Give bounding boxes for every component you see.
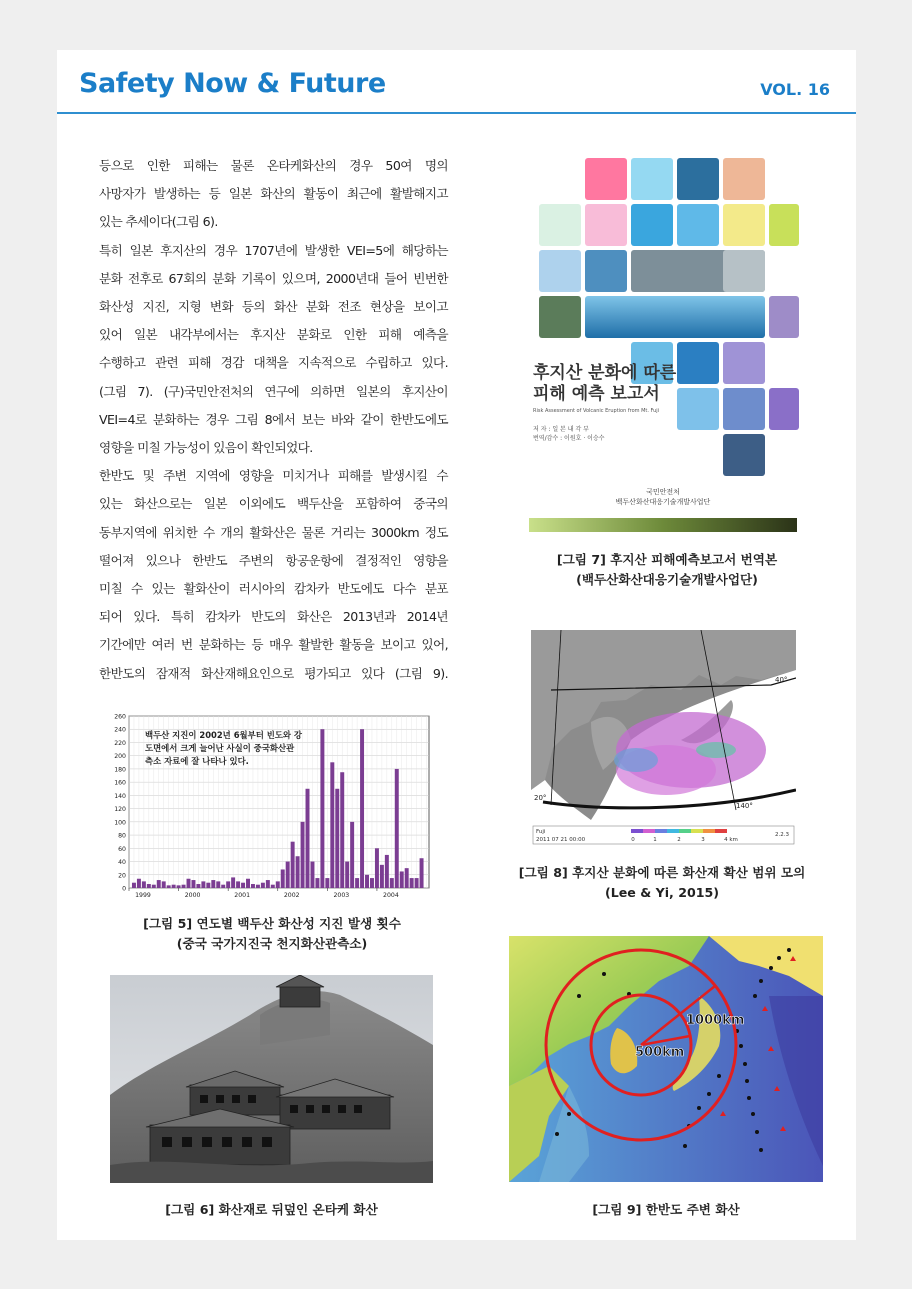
volcano-distribution-map (509, 936, 823, 1182)
y-tick-label: 120 (114, 806, 126, 814)
body-line: 기간에만 여러 번 분화하는 등 매우 활발한 활동을 보이고 있어, (99, 637, 448, 653)
legend-name: Fuji (536, 829, 546, 835)
book-cover-art (527, 154, 799, 538)
chart-bar (271, 885, 275, 888)
chart-bar (330, 762, 334, 888)
body-line: 되어 있다. 특히 캄차카 반도의 화산은 2013년과 2014년 (99, 609, 448, 625)
chart-bar (266, 880, 270, 888)
fig7-caption: [그림 7] 후지산 피해예측보고서 번역본 (백두산화산대응기술개발사업단) (556, 552, 778, 587)
cover-author: 저 자 : 일 본 내 각 부 (533, 426, 589, 433)
y-tick-label: 200 (114, 753, 126, 761)
chart-bar (142, 881, 146, 888)
body-line: 있어 일본 내각부에서는 후지산 분화로 인한 피해 예측을 (99, 327, 448, 343)
chart-bar (132, 883, 136, 888)
body-line: 미칠 수 있는 활화산이 러시아의 캄차카 반도에도 다수 분포 (99, 581, 448, 597)
chart-bar (375, 848, 379, 888)
chart-bar (276, 881, 280, 888)
chart-bar (405, 868, 409, 888)
x-tick-label: 1999 (135, 892, 151, 899)
chart-bar (147, 884, 151, 888)
body-line: 동부지역에 위치한 수 개의 활화산은 물론 거리는 3000km 정도 (99, 524, 448, 540)
legend-tick: 3 (701, 837, 705, 843)
chart-bar (315, 878, 319, 888)
y-tick-label: 80 (118, 832, 126, 840)
chart-bar (137, 879, 141, 888)
chart-bar (261, 883, 265, 888)
chart-bar (201, 881, 205, 888)
label-1000km: 1000km (686, 1013, 745, 1028)
cover-translator: 번역/감수 : 이원호 · 이승수 (533, 435, 605, 442)
chart-annotation-line2: 도면에서 크게 늘어난 사실이 중국화산관 (145, 743, 295, 753)
label-20: 20° (534, 794, 547, 802)
label-40: 40° (775, 676, 788, 684)
y-tick-label: 20 (118, 872, 126, 880)
body-line: 영향을 미칠 가능성이 있음이 확인되었다. (99, 440, 313, 456)
y-tick-label: 0 (122, 885, 126, 893)
chart-bar (385, 855, 389, 888)
y-tick-label: 220 (114, 739, 126, 747)
legend-tick: 1 (653, 837, 657, 843)
chart-bar (172, 885, 176, 888)
chart-bar (246, 879, 250, 888)
chart-bar (152, 885, 156, 888)
chart-grid (129, 716, 429, 888)
y-tick-label: 40 (118, 859, 126, 867)
body-line: 특히 일본 후지산의 경우 1707년에 발생한 VEI=5에 해당하는 (99, 242, 448, 258)
y-tick-label: 60 (118, 845, 126, 853)
chart-bar (310, 862, 314, 888)
chart-bar (380, 865, 384, 888)
chart-bar (231, 877, 235, 888)
y-tick-label: 140 (114, 792, 126, 800)
chart-bar (400, 871, 404, 888)
fig7-book-cover (527, 154, 799, 538)
fig9-caption: [그림 9] 한반도 주변 화산 (592, 1202, 740, 1217)
chart-bar (306, 789, 310, 888)
body-line: 한반도의 잠재적 화산재해요인으로 평가되고 있다 (그림 9). (99, 665, 448, 681)
body-line: 있는 추세이다(그림 6). (99, 214, 218, 230)
body-line: 떨어져 있으나 한반도 주변의 항공운항에 결정적인 영향을 (99, 552, 448, 568)
chart-bar (291, 842, 295, 888)
fig8-ash-map (531, 630, 796, 846)
fig6-caption: [그림 6] 화산재로 뒤덮인 온타케 화산 (165, 1202, 378, 1217)
x-tick-label: 2003 (333, 892, 350, 899)
fig5-chart (107, 710, 439, 906)
chart-bar (320, 729, 324, 888)
chart-bar (236, 881, 240, 888)
chart-bar (251, 884, 255, 888)
chart-bar (325, 878, 329, 888)
chart-bar (296, 856, 300, 888)
chart-bar (410, 878, 414, 888)
body-line: 한반도 및 주변 지역에 영향을 미치거나 피해를 발생시킬 수 (99, 468, 448, 484)
chart-bar (157, 880, 161, 888)
x-tick-label: 2002 (283, 892, 300, 899)
chart-bar (390, 878, 394, 888)
chart-bar (206, 883, 210, 888)
body-line: VEI=4로 분화하는 경우 그림 8에서 보는 바와 같이 한반도에도 (99, 411, 448, 427)
page (57, 50, 856, 1240)
header-rule (57, 112, 856, 114)
cover-title-line1: 후지산 분화에 따른 (533, 363, 677, 383)
fig6-ontake-photo (110, 975, 433, 1183)
chart-bar (365, 875, 369, 888)
chart-bar (345, 862, 349, 888)
y-tick-label: 160 (114, 779, 126, 787)
plot-area (129, 716, 429, 888)
chart-y-ticks (114, 714, 126, 893)
legend-time: 2011 07 21 00:00 (536, 837, 586, 843)
chart-bar (226, 881, 230, 888)
body-line: 화산성 지진, 지형 변화 등의 화산 분화 전조 현상을 보이고 (99, 299, 448, 315)
body-line: 등으로 인한 피해는 물론 온타케화산의 경우 50여 명의 (99, 158, 448, 173)
cover-publisher-line1: 국민안전처 (646, 488, 680, 496)
y-tick-label: 260 (114, 713, 126, 721)
body-line: 분화 전후로 67회의 분화 기록이 있으며, 2000년대 들어 빈번한 (99, 270, 448, 286)
ash-dispersion-map (531, 630, 796, 846)
y-tick-label: 180 (114, 766, 126, 774)
fig8-caption: [그림 8] 후지산 분화에 따른 화산재 확산 범위 모의 (Lee & Yi, 2015) (518, 865, 806, 900)
legend-tick: 4 km (724, 837, 738, 843)
body-line: (그림 7). (구)국민안전처의 연구에 의하면 일본의 후지산이 (99, 383, 448, 399)
chart-bar (196, 884, 200, 888)
label-500km: 500km (635, 1045, 685, 1060)
chart-bar (355, 878, 359, 888)
chart-bar (360, 729, 364, 888)
chart-bar (211, 880, 215, 888)
body-line: 있는 화산으로는 일본 이외에도 백두산을 포함하여 중국의 (99, 496, 448, 512)
chart-bar (191, 880, 195, 888)
fig9-volcano-map (509, 936, 823, 1182)
body-line: 사망자가 발생하는 등 일본 화산의 활동이 최근에 활발해지고 (99, 186, 448, 202)
cover-publisher-line2: 백두산화산대응기술개발사업단 (615, 498, 711, 506)
body-line: 수행하고 관련 피해 경감 대책을 지속적으로 수립하고 있다. (99, 355, 448, 371)
chart-bar (256, 885, 260, 888)
x-tick-label: 2001 (234, 892, 251, 899)
chart-annotation-line1: 백두산 지진이 2002년 6월부터 빈도와 강 (145, 730, 302, 740)
y-tick-label: 100 (114, 819, 126, 827)
body-text (99, 152, 448, 688)
chart-bar (167, 885, 171, 888)
legend-tick: 0 (631, 837, 635, 843)
chart-bar (340, 772, 344, 888)
chart-x-ticks (129, 888, 399, 899)
volume-label: VOL. 16 (760, 80, 830, 99)
legend-version: 2.2.3 (775, 832, 789, 838)
fig5-caption: [그림 5] 연도별 백두산 화산성 지진 발생 횟수 (중국 국가지진국 천지화산관측소) (143, 916, 401, 951)
cover-title-line2: 피해 예측 보고서 (533, 384, 660, 404)
chart-bar (187, 879, 191, 888)
chart-bar (415, 878, 419, 888)
chart-bar (182, 885, 186, 888)
y-tick-label: 240 (114, 726, 126, 734)
label-140: 140° (736, 802, 753, 810)
chart-bar (162, 881, 166, 888)
chart-bar (221, 885, 225, 888)
chart-bar (216, 881, 220, 888)
x-tick-label: 2004 (383, 892, 399, 899)
legend-colorbar (631, 829, 727, 833)
chart-bar (286, 862, 290, 888)
chart-bar (301, 822, 305, 888)
chart-bar (370, 878, 374, 888)
chart-bar (241, 883, 245, 888)
ontake-ash-photo (110, 975, 433, 1183)
cover-subtitle: Risk Assessment of Volcanic Eruption from Mt. Fuji (533, 408, 660, 414)
chart-bar (350, 822, 354, 888)
legend-tick: 2 (677, 837, 681, 843)
chart-bar (281, 869, 285, 888)
chart-bar (177, 885, 181, 888)
journal-title: Safety Now & Future (79, 68, 386, 99)
chart-bar (395, 769, 399, 888)
chart-annotation-line3: 측소 자료에 잘 나타나 있다. (145, 756, 249, 766)
chart-bar (420, 858, 424, 888)
x-tick-label: 2000 (184, 892, 201, 899)
earthquake-bar-chart (107, 710, 439, 906)
chart-bar (335, 789, 339, 888)
